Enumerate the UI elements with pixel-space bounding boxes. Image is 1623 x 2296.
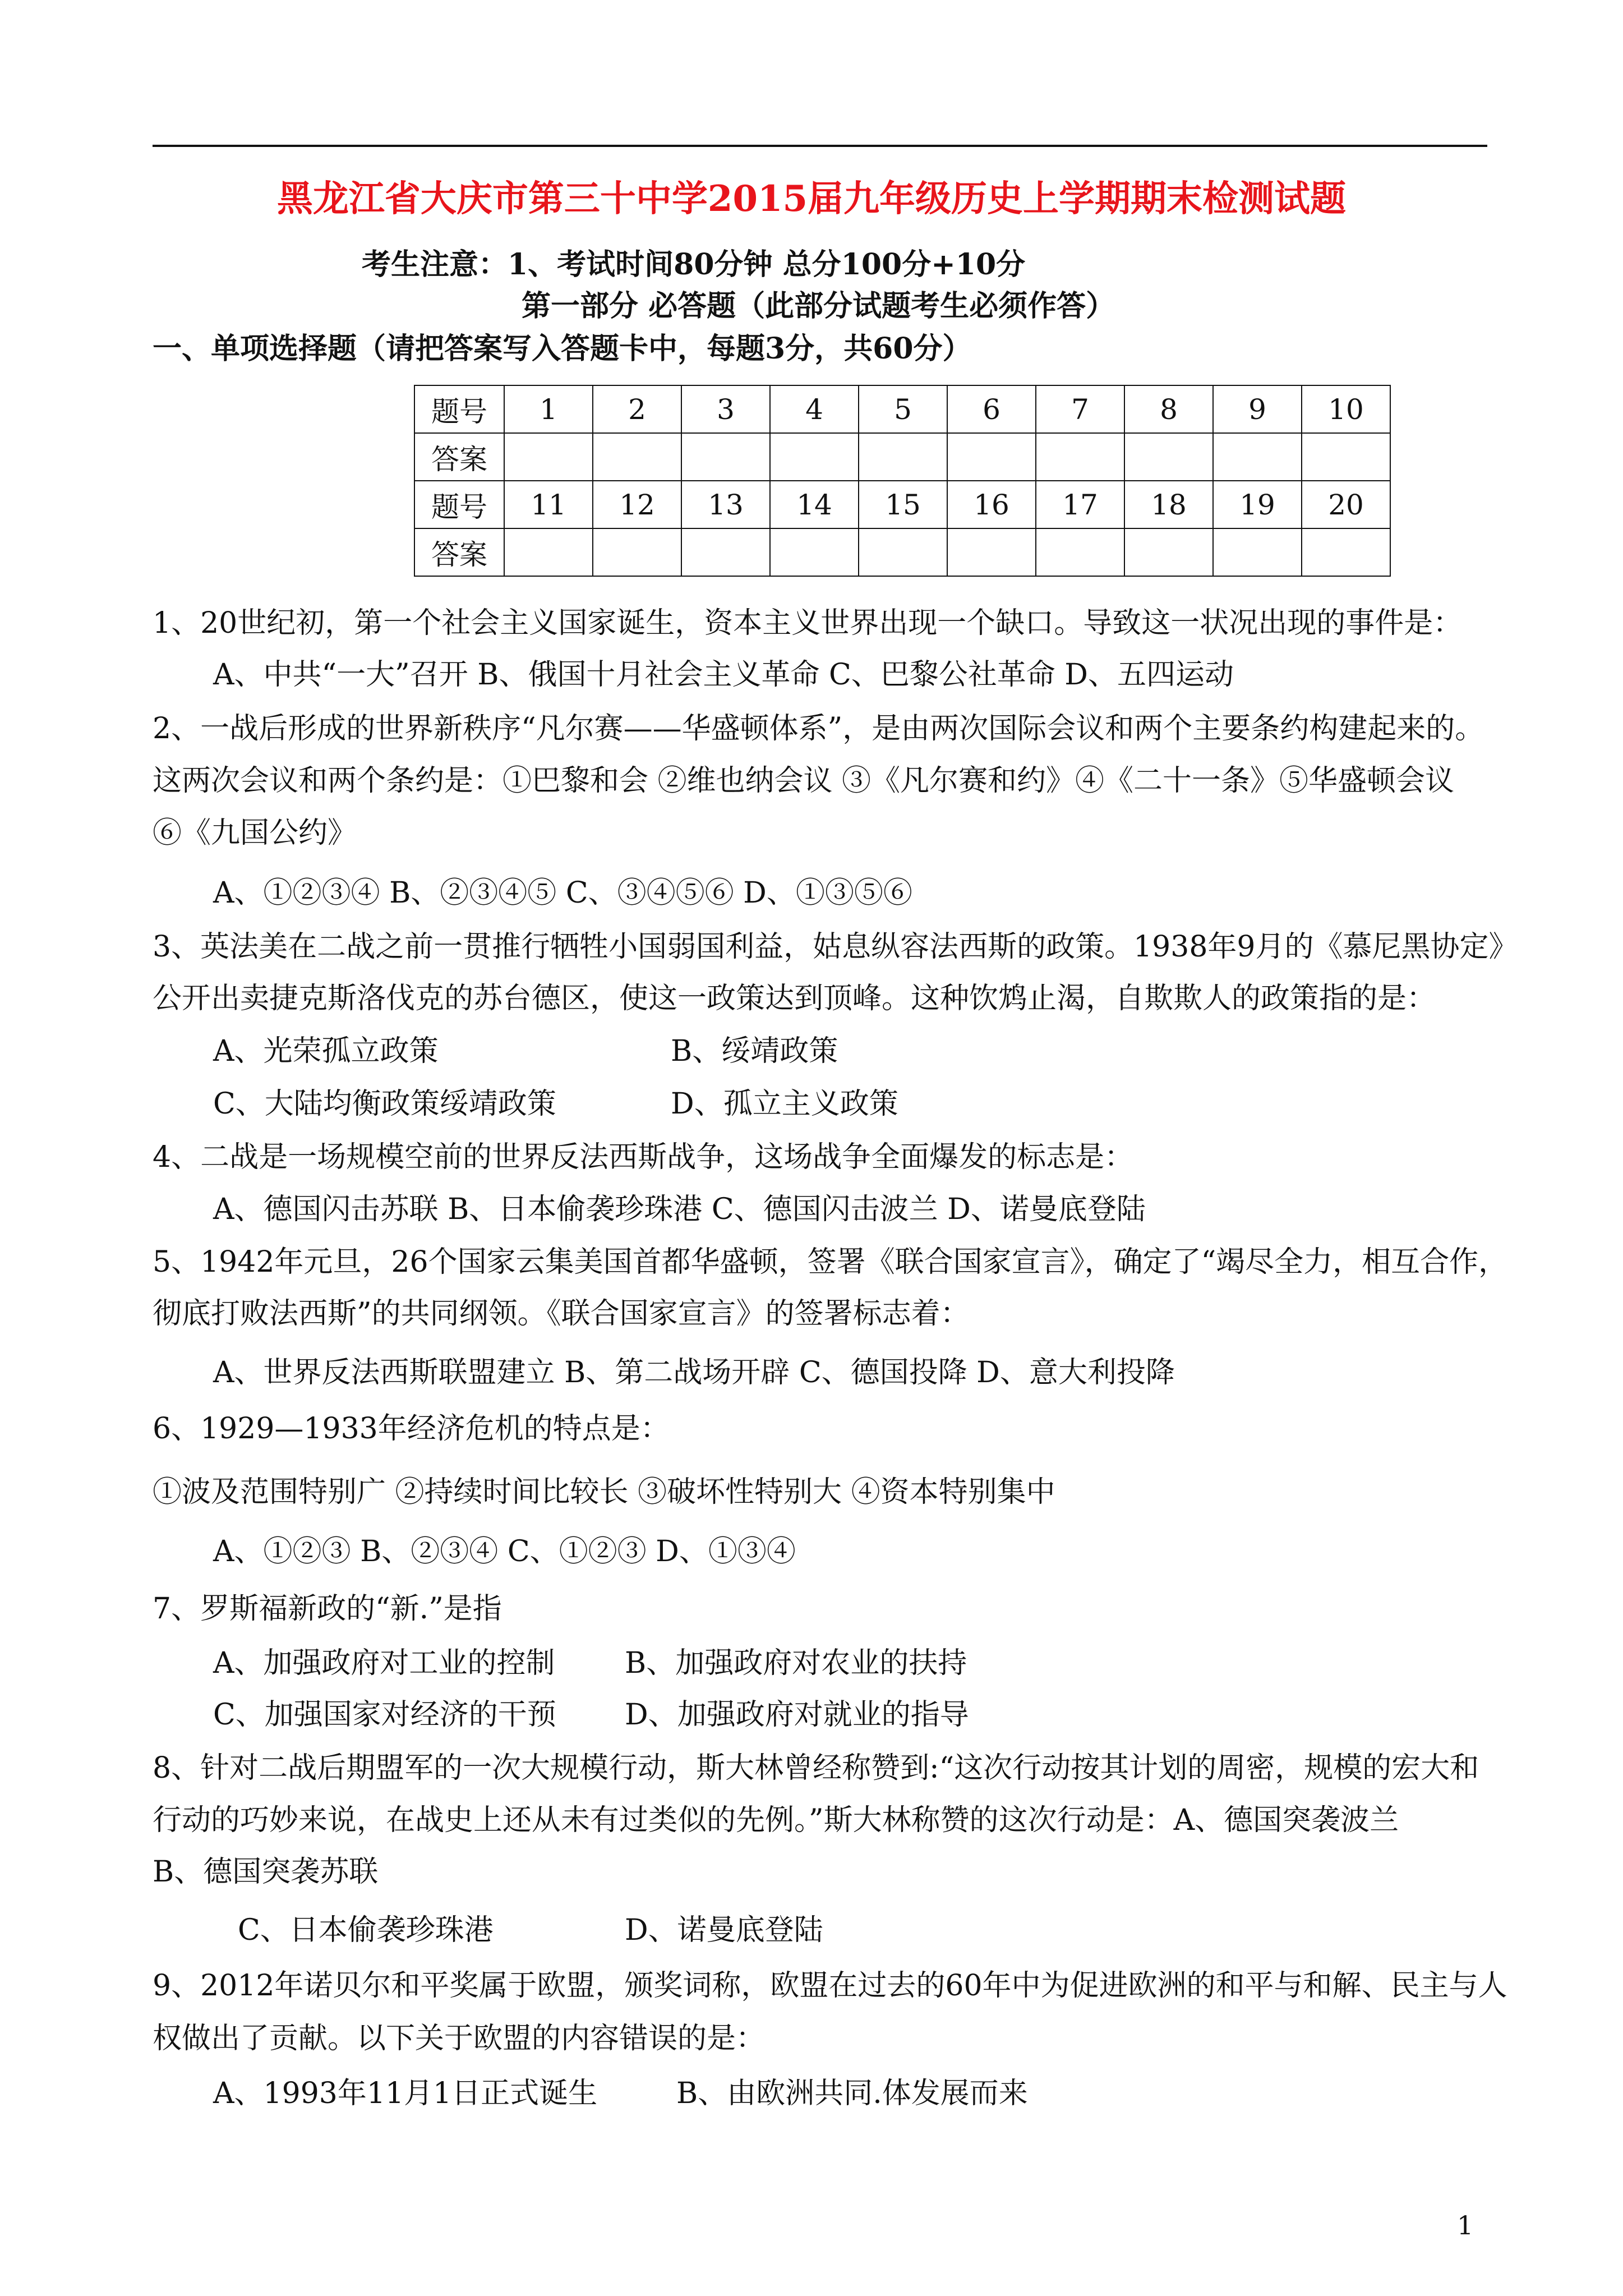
question-4-stem: 4、二战是一场规模空前的世界反法西斯战争，这场战争全面爆发的标志是： xyxy=(153,1140,1134,1174)
answer-cell[interactable] xyxy=(770,528,859,576)
table-cell: 7 xyxy=(1036,385,1124,433)
question-1-options: A、中共“一大”召开 B、俄国十月社会主义革命 C、巴黎公社革命 D、五四运动 xyxy=(213,658,1234,692)
table-cell: 9 xyxy=(1213,385,1302,433)
question-8-option-b: B、德国突袭苏联 xyxy=(153,1855,379,1889)
table-cell: 15 xyxy=(859,481,947,528)
header-rule xyxy=(153,145,1487,147)
answer-cell[interactable] xyxy=(1302,528,1390,576)
question-9-stem: 9、2012年诺贝尔和平奖属于欧盟，颁奖词称，欧盟在过去的60年中为促进欧洲的和平与和解、民主与人 xyxy=(153,1969,1507,2003)
table-cell: 13 xyxy=(681,481,770,528)
answer-cell[interactable] xyxy=(1036,433,1124,481)
table-cell: 14 xyxy=(770,481,859,528)
answer-cell[interactable] xyxy=(504,433,593,481)
answer-cell[interactable] xyxy=(1124,528,1213,576)
question-6-options: A、①②③ B、②③④ C、①②③ D、①③④ xyxy=(213,1535,796,1568)
table-cell: 6 xyxy=(947,385,1036,433)
table-cell: 12 xyxy=(593,481,681,528)
answer-cell[interactable] xyxy=(681,433,770,481)
table-cell: 4 xyxy=(770,385,859,433)
question-6-stem: 6、1929—1933年经济危机的特点是： xyxy=(153,1412,670,1446)
answer-cell[interactable] xyxy=(947,433,1036,481)
table-cell-label: 答案 xyxy=(414,528,504,576)
answer-cell[interactable] xyxy=(1213,433,1302,481)
table-cell-label: 题号 xyxy=(414,481,504,528)
table-cell: 18 xyxy=(1124,481,1213,528)
answer-cell[interactable] xyxy=(504,528,593,576)
table-row xyxy=(414,481,1390,528)
question-3-stem: 3、英法美在二战之前一贯推行牺牲小国弱国利益，姑息纵容法西斯的政策。1938年9月的《慕尼黑协定》 xyxy=(153,930,1518,964)
question-3-stem-line-2: 公开出卖捷克斯洛伐克的苏台德区，使这一政策达到顶峰。这种饮鸩止渴，自欺欺人的政策指的是： xyxy=(153,982,1436,1015)
exam-notice: 考生注意：1、考试时间80分钟 总分100分+10分 xyxy=(362,247,1026,282)
question-2-stem-line-3: ⑥《九国公约》 xyxy=(153,816,357,850)
question-2-options: A、①②③④ B、②③④⑤ C、③④⑤⑥ D、①③⑤⑥ xyxy=(213,876,912,910)
table-row xyxy=(414,433,1390,481)
question-3-option-c: C、大陆均衡政策绥靖政策 xyxy=(213,1087,556,1121)
table-cell: 20 xyxy=(1302,481,1390,528)
page-number: 1 xyxy=(1457,2210,1474,2240)
answer-cell[interactable] xyxy=(770,433,859,481)
table-row xyxy=(414,385,1390,433)
question-9-option-a: A、1993年11月1日正式诞生 xyxy=(213,2077,598,2110)
question-2-stem: 2、一战后形成的世界新秩序“凡尔赛——华盛顿体系”，是由两次国际会议和两个主要条约构建起来的。 xyxy=(153,712,1484,746)
table-cell: 10 xyxy=(1302,385,1390,433)
table-cell: 8 xyxy=(1124,385,1213,433)
question-5-stem: 5、1942年元旦，26个国家云集美国首都华盛顿，签署《联合国家宣言》，确定了“竭尽全力，相互合作， xyxy=(153,1245,1508,1279)
question-2-stem-line-2: 这两次会议和两个条约是：①巴黎和会 ②维也纳会议 ③《凡尔赛和约》④《二十一条》⑤华盛顿会议 xyxy=(153,764,1455,798)
question-8-stem-line-2: 行动的巧妙来说，在战史上还从未有过类似的先例。”斯大林称赞的这次行动是：A、德国突袭波兰 xyxy=(153,1803,1399,1837)
table-cell: 1 xyxy=(504,385,593,433)
answer-cell[interactable] xyxy=(1213,528,1302,576)
table-cell-label: 答案 xyxy=(414,433,504,481)
question-7-stem: 7、罗斯福新政的“新.”是指 xyxy=(153,1592,502,1626)
answer-cell[interactable] xyxy=(1036,528,1124,576)
table-cell: 3 xyxy=(681,385,770,433)
question-8-stem: 8、针对二战后期盟军的一次大规模行动，斯大林曾经称赞到:“这次行动按其计划的周密，规模的宏大和 xyxy=(153,1751,1479,1785)
question-7-option-c: C、加强国家对经济的干预 xyxy=(213,1698,556,1732)
part-heading: 第一部分 必答题（此部分试题考生必须作答） xyxy=(522,289,1115,323)
section-heading: 一、单项选择题（请把答案写入答题卡中，每题3分，共60分） xyxy=(153,332,972,366)
table-cell: 16 xyxy=(947,481,1036,528)
answer-cell[interactable] xyxy=(1124,433,1213,481)
question-7-option-a: A、加强政府对工业的控制 xyxy=(213,1646,555,1680)
question-9-stem-line-2: 权做出了贡献。以下关于欧盟的内容错误的是： xyxy=(153,2022,766,2055)
question-3-option-d: D、孤立主义政策 xyxy=(671,1087,898,1121)
table-cell: 17 xyxy=(1036,481,1124,528)
table-cell: 19 xyxy=(1213,481,1302,528)
answer-cell[interactable] xyxy=(859,528,947,576)
answer-cell[interactable] xyxy=(859,433,947,481)
question-3-option-b: B、绥靖政策 xyxy=(671,1034,838,1068)
question-9-option-b: B、由欧洲共同.体发展而来 xyxy=(676,2077,1028,2110)
answer-cell[interactable] xyxy=(593,433,681,481)
table-cell: 5 xyxy=(859,385,947,433)
question-5-options: A、世界反法西斯联盟建立 B、第二战场开辟 C、德国投降 D、意大利投降 xyxy=(213,1356,1175,1389)
question-7-option-d: D、加强政府对就业的指导 xyxy=(625,1698,969,1732)
table-cell: 2 xyxy=(593,385,681,433)
table-cell-label: 题号 xyxy=(414,385,504,433)
table-cell: 11 xyxy=(504,481,593,528)
answer-sheet-table xyxy=(414,385,1391,577)
answer-cell[interactable] xyxy=(681,528,770,576)
exam-title: 黑龙江省大庆市第三十中学2015届九年级历史上学期期末检测试题 xyxy=(276,178,1347,220)
question-8-option-d: D、诺曼底登陆 xyxy=(625,1913,823,1947)
answer-cell[interactable] xyxy=(1302,433,1390,481)
question-5-stem-line-2: 彻底打败法西斯”的共同纲领。《联合国家宣言》的签署标志着： xyxy=(153,1297,970,1331)
answer-cell[interactable] xyxy=(593,528,681,576)
answer-cell[interactable] xyxy=(947,528,1036,576)
table-row xyxy=(414,528,1390,576)
question-7-option-b: B、加强政府对农业的扶持 xyxy=(625,1646,967,1680)
question-1-stem: 1、20世纪初，第一个社会主义国家诞生，资本主义世界出现一个缺口。导致这一状况出现的事件是： xyxy=(153,606,1463,640)
question-4-options: A、德国闪击苏联 B、日本偷袭珍珠港 C、德国闪击波兰 D、诺曼底登陆 xyxy=(213,1193,1146,1226)
question-3-option-a: A、光荣孤立政策 xyxy=(213,1034,439,1068)
question-6-items: ①波及范围特别广 ②持续时间比较长 ③破坏性特别大 ④资本特别集中 xyxy=(153,1475,1055,1509)
question-8-option-c: C、日本偷袭珍珠港 xyxy=(238,1913,494,1947)
